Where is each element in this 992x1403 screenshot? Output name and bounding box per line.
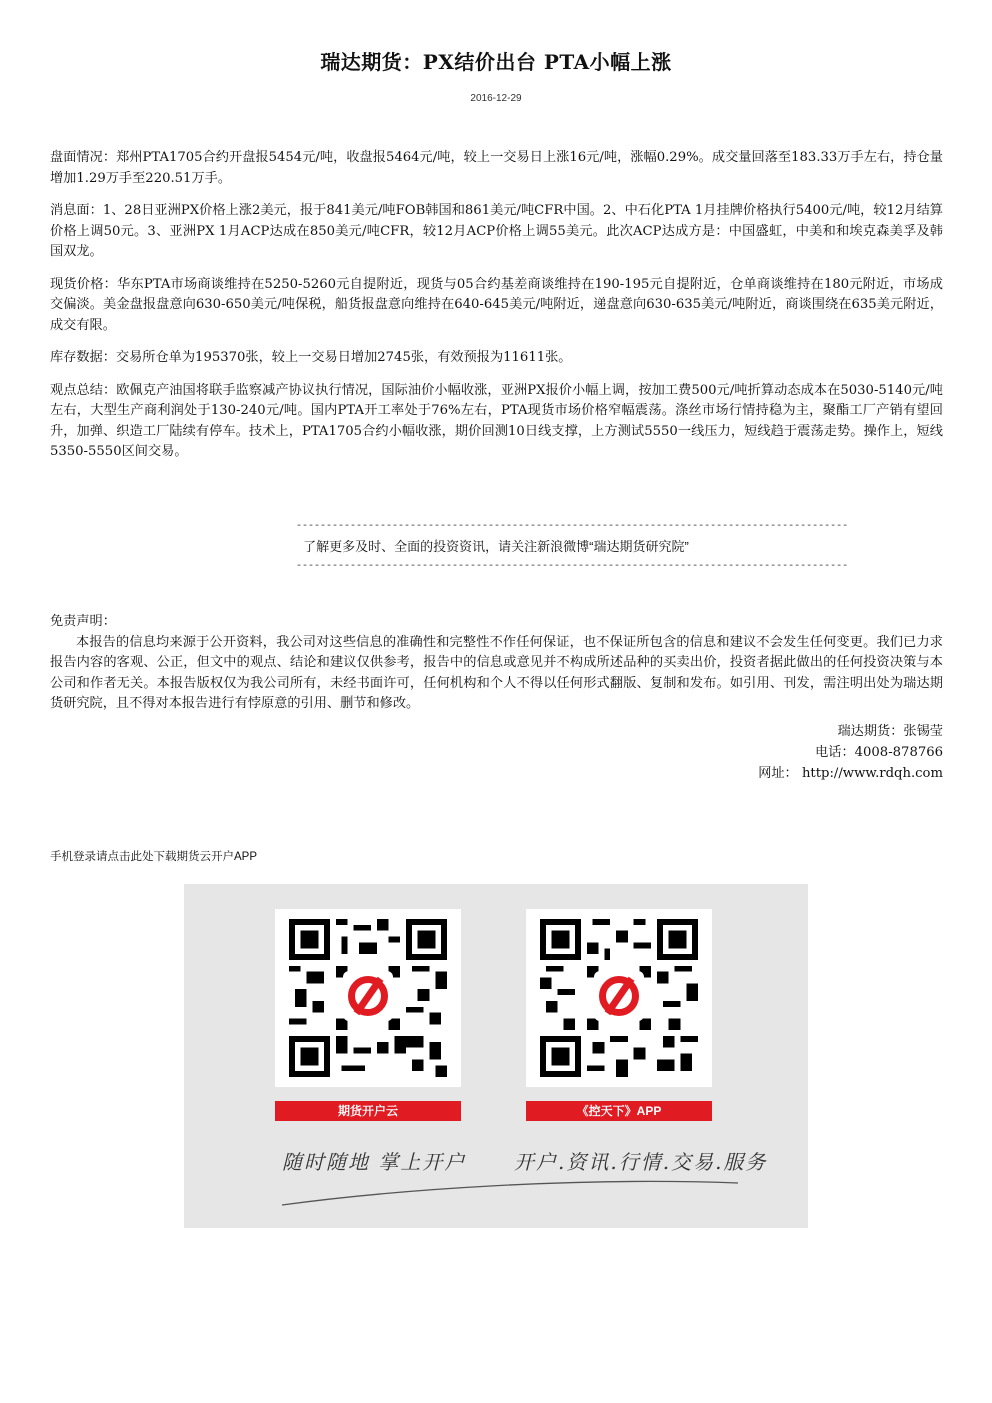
disclaimer-text: 本报告的信息均来源于公开资料，我公司对这些信息的准确性和完整性不作任何保证，也不保证所包含的信息和建议不会发生任何变更。我们已力求报告内容的客观、公正，但文中的观点、结论和建议仅供参考，报告中的信息或意见并不构成所述品种的买卖出价，投资者据此做出的任何投资决策与本公司和作者无关。本报告版权仅为我公司所有，未经书面许可，任何机构和个人不得以任何形式翻版、复制和发布。如引用、刊发，需注明出处为瑞达期货研究院，且不得对本报告进行有悖原意的引用、删节和修改。 [50,634,943,711]
weibo-promo-text[interactable]: 了解更多及时、全面的投资资讯，请关注新浪微博“瑞达期货研究院” [303,539,689,554]
report-body [50,148,943,475]
weibo-promo [0,517,992,577]
slogan-right: 开户.资讯.行情.交易.服务 [514,1150,768,1174]
qr-panel [184,884,808,1228]
divider-top: -------------------------------------------------------------------------------------------- [296,521,849,532]
paragraph-news: 消息面：1、28日亚洲PX价格上涨2美元，报于841美元/吨FOB韩国和861美元/吨CFR中国。2、中石化PTA 1月挂牌价格执行5400元/吨，较12月结算价格上调50元。3、亚洲PX 1月ACP达成在850美元/吨CFR，较12月ACP价格上调55美元。此次ACP达成方是：中国盛虹，中美和和埃克森美孚及韩国双龙。 [50,203,943,259]
brand-logo-icon [594,971,644,1021]
qr-code-left[interactable] [275,909,461,1087]
report-date: 2016-12-29 [470,93,522,104]
disclaimer [50,612,943,715]
signature-company: 瑞达期货：张锡莹 [837,724,943,739]
decorative-swoosh [280,1167,740,1207]
qr-label-left[interactable]: 期货开户云 [275,1101,461,1121]
signature-phone: 电话：4008-878766 [815,745,943,760]
app-download-link[interactable]: 手机登录请点击此处下载期货云开户APP [50,851,258,863]
page-title: 瑞达期货：PX结价出台 PTA小幅上涨 [320,50,672,74]
signature-block [758,721,943,784]
divider-bottom: -------------------------------------------------------------------------------------------- [296,561,849,572]
disclaimer-heading: 免责声明： [50,614,116,629]
slogan-left: 随时随地 掌上开户 [282,1150,467,1174]
paragraph-market: 盘面情况：郑州PTA1705合约开盘报5454元/吨，收盘报5464元/吨，较上一交易日上涨16元/吨，涨幅0.29%。成交量回落至183.33万手左右，持仓量增加1.29万手至220.51万手。 [50,150,943,186]
signature-website[interactable]: 网址： http://www.rdqh.com [758,766,943,781]
brand-logo-icon [343,971,393,1021]
qr-label-right[interactable]: 《控天下》APP [526,1101,712,1121]
qr-code-right[interactable] [526,909,712,1087]
paragraph-spot: 现货价格：华东PTA市场商谈维持在5250-5260元自提附近，现货与05合约基差商谈维持在190-195元自提附近，仓单商谈维持在180元附近，市场成交偏淡。美金盘报盘意向630-650美元/吨保税，船货报盘意向维持在640-645美元/吨附近，递盘意向630-635美元/吨附近，商谈围绕在635美元附近，成交有限。 [50,276,943,333]
paragraph-summary: 观点总结：欧佩克产油国将联手监察减产协议执行情况，国际油价小幅收涨，亚洲PX报价小幅上调，按加工费500元/吨折算动态成本在5030-5140元/吨左右，大型生产商利润处于130-240元/吨。国内PTA开工率处于76%左右，PTA现货市场价格窄幅震荡。涤丝市场行情持稳为主，聚酯工厂产销有望回升，加弹、织造工厂陆续有停车。技术上，PTA1705合约小幅收涨，期价回测10日线支撑，上方测试5550一线压力，短线趋于震荡走势。操作上，短线5350-5550区间交易。 [50,382,943,459]
paragraph-inventory: 库存数据：交易所仓单为195370张，较上一交易日增加2745张，有效预报为11611张。 [50,350,572,365]
